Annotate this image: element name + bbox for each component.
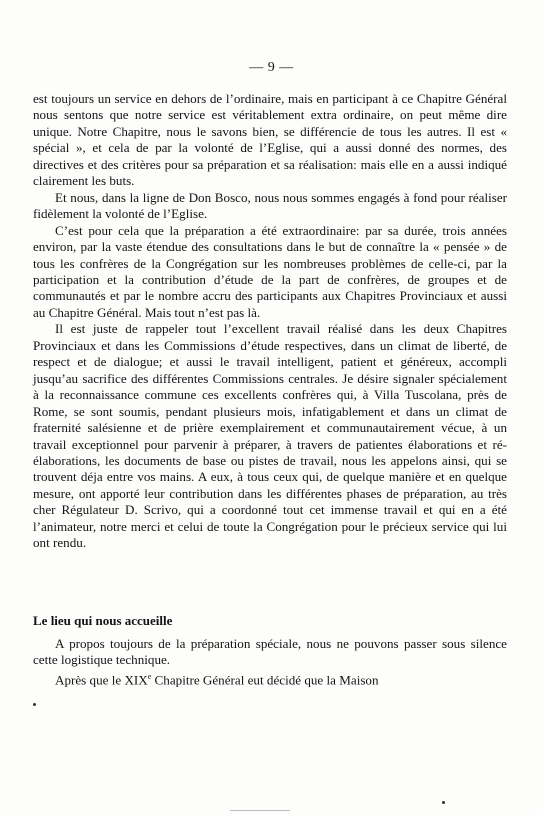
bottom-edge-mark — [230, 810, 290, 811]
section-heading: Le lieu qui nous accueille — [33, 613, 173, 628]
paragraph-acknowledgements: Il est juste de rappeler tout l’excellent travail réalisé dans les deux Chapitres Provinciaux et dans les Commissions d’étude respectives, dans un climat de liberté, de respect et de dialogue; et aussi le travail intelligent, patient et généreux, accompli jusqu’au sacrifice des différentes Commissions centrales. Je désire signaler spécialement à la reconnaissance commune ces excellents confrères qui, à Villa Tuscolana, près de Rome, se sont soumis, pendant plusieurs mois, infatigablement et dans un climat de fraternité salésienne et de prière exemplairement et communautairement vécue, à un travail exceptionnel pour parvenir à préparer, à travers de patientes élaborations et ré-élaborations, les documents de base ou pistes de travail, nous les appelons ainsi, qui se trouvent déja entre vos mains. A eux, à tous ceux qui, de quelque manière et en quelque mesure, ont apporté leur contribution dans les différentes phases de préparation, au très cher Régulateur D. Scrivo, qui a coordonné tout cet immense travail et qui en a été l’animateur, notre merci et celui de toute la Congrégation pour le précieux service qui lui ont rendu. — [33, 321, 507, 551]
paragraph-maison: Après que le XIXe Chapitre Général eut décidé que la Maison — [55, 671, 379, 688]
paragraph-logistics: A propos toujours de la préparation spéciale, nous ne pouvons passer sous silence cette logistique technique. — [33, 636, 507, 668]
paragraph-continuation: est toujours un service en dehors de l’ordinaire, mais en participant à ce Chapitre Général nous sentons que notre service est véritablement extra ordinaire, on peut même dire unique. Notre Chapitre, nous le savons bien, se différencie de tous les autres. Il est « spécial », et cela de par la volonté de l’Eglise, qui a aussi donné des normes, des directives et des critères pour sa préparation et sa réalisation: mais elle en a aussi indiqué clairement les buts. — [33, 91, 507, 189]
paragraph-don-bosco: Et nous, dans la ligne de Don Bosco, nous nous sommes engagés à fond pour réaliser fidèlement la volonté de l’Eglise. — [33, 189, 507, 222]
page-number: — 9 — — [249, 60, 294, 75]
body-text — [33, 91, 507, 552]
ink-speck-left — [33, 703, 36, 706]
ink-speck-bottom — [442, 801, 445, 804]
paragraph-preparation: C’est pour cela que la préparation a été extraordinaire: par sa durée, trois années environ, par la vaste étendue des consultations dans le but de connaître la « pensée » de tous les confrères de la Congrégation sur les nombreuses problèmes de celle-ci, par la participation et la contribution d’étude de la part de confrères, de groupes et de communautés et par le nombre accru des participants aux Chapitres Provinciaux et aussi au Chapitre Général. Mais tout n’est pas là. — [33, 222, 507, 320]
section-body-text — [33, 636, 507, 689]
